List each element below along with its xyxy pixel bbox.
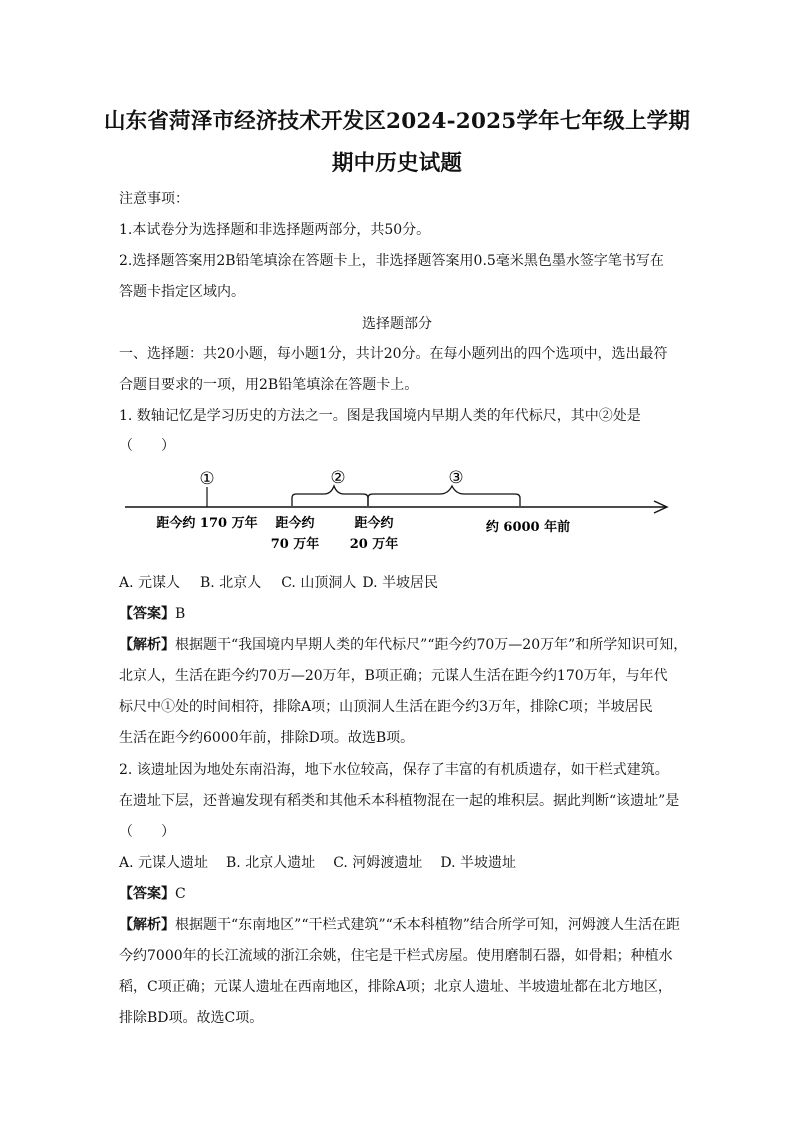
q1-option-c: C. 山顶洞人 — [281, 575, 357, 591]
notes-heading: 注意事项： — [119, 191, 189, 207]
q2-analysis-line-4: 排除BD项。故选C项。 — [119, 1010, 264, 1026]
q1-stem: 1. 数轴记忆是学习历史的方法之一。图是我国境内早期人类的年代标尺，其中②处是 — [119, 408, 641, 424]
section-heading: 选择题部分 — [362, 316, 432, 332]
q1-option-d: D. 半坡居民 — [362, 575, 438, 591]
q2-answer — [119, 883, 186, 903]
marker-3: ③ — [448, 468, 464, 488]
notes-item-2-line-1: 2.选择题答案用2B铅笔填涂在答题卡上，非选择题答案用0.5毫米黑色墨水签字笔书写在 — [119, 253, 664, 269]
timeline-label-20w-line-1: 距今约 — [354, 516, 394, 531]
marker-1: ① — [199, 469, 215, 489]
q2-option-d: D. 半坡遗址 — [440, 855, 516, 871]
q2-blank: （ ） — [119, 824, 175, 840]
exam-title-line-1: 山东省菏泽市经济技术开发区2024-2025学年七年级上学期 — [103, 109, 691, 134]
section-intro-line-2: 合题目要求的一项，用2B铅笔填涂在答题卡上。 — [119, 377, 419, 393]
section-intro-line-1: 一、选择题：共20小题，每小题1分，共计20分。在每小题列出的四个选项中，选出最符 — [119, 346, 668, 362]
q1-analysis-line-3: 标尺中①处的时间相符，排除A项；山顶洞人生活在距今约3万年，排除C项；半坡居民 — [119, 699, 653, 715]
q1-answer-label: 【答案】 — [119, 606, 175, 622]
timeline-label-70w-line-1: 距今约 — [275, 516, 315, 531]
q2-option-c: C. 河姆渡遗址 — [333, 855, 423, 871]
q2-option-b: B. 北京人遗址 — [226, 855, 316, 871]
q1-option-a: A. 元谋人 — [119, 575, 181, 591]
notes-item-1: 1.本试卷分为选择题和非选择题两部分，共50分。 — [119, 222, 431, 238]
q2-analysis-line-1: 【解析】根据题干“东南地区”“干栏式建筑”“禾本科植物”结合所学可知，河姆渡人生活在距 — [119, 917, 680, 933]
notes-item-2-line-2: 答题卡指定区域内。 — [119, 284, 245, 300]
q2-stem-line-2: 在遗址下层，还普遍发现有稻类和其他禾本科植物混在一起的堆积层。据此判断“该遗址”是 — [119, 793, 680, 809]
q2-answer-value: C — [175, 886, 186, 902]
q1-answer-value: B — [175, 606, 186, 622]
q1-options — [119, 572, 438, 592]
q2-analysis-label: 【解析】 — [119, 917, 175, 933]
q2-stem-line-1: 2. 该遗址因为地处东南沿海，地下水位较高，保存了丰富的有机质遗存，如干栏式建筑。 — [119, 762, 669, 778]
q2-answer-label: 【答案】 — [119, 886, 175, 902]
brace-2 — [292, 486, 368, 506]
timeline-label-70w-line-2: 70 万年 — [270, 537, 320, 552]
brace-3 — [368, 486, 520, 506]
q1-analysis-line-4: 生活在距今约6000年前，排除D项。故选B项。 — [119, 730, 415, 746]
timeline-label-20w-line-2: 20 万年 — [349, 537, 399, 552]
q1-timeline-figure — [118, 465, 678, 557]
q1-answer — [119, 603, 185, 623]
marker-2: ② — [330, 468, 346, 488]
q1-analysis-line-2: 北京人，生活在距今约70万—20万年，B项正确；元谋人生活在距今约170万年，与年代 — [119, 668, 668, 684]
q1-analysis-line-1: 【解析】根据题干“我国境内早期人类的年代标尺”“距今约70万—20万年”和所学知识可知， — [119, 637, 688, 653]
q1-blank: （ ） — [119, 438, 175, 454]
q1-option-b: B. 北京人 — [200, 575, 262, 591]
q2-analysis-line-2: 今约7000年的长江流域的浙江余姚，住宅是干栏式房屋。使用磨制石器，如骨耜；种植水 — [119, 948, 673, 964]
exam-title-line-2: 期中历史试题 — [331, 151, 463, 176]
timeline-label-6000: 约 6000 年前 — [485, 520, 571, 535]
q2-analysis-line-3: 稻，C项正确；元谋人遗址在西南地区，排除A项；北京人遗址、半坡遗址都在北方地区， — [119, 979, 672, 995]
q1-analysis-label: 【解析】 — [119, 637, 175, 653]
timeline-label-170w: 距今约 170 万年 — [156, 516, 258, 531]
q2-option-a: A. 元谋人遗址 — [119, 855, 209, 871]
q2-options — [119, 852, 516, 872]
